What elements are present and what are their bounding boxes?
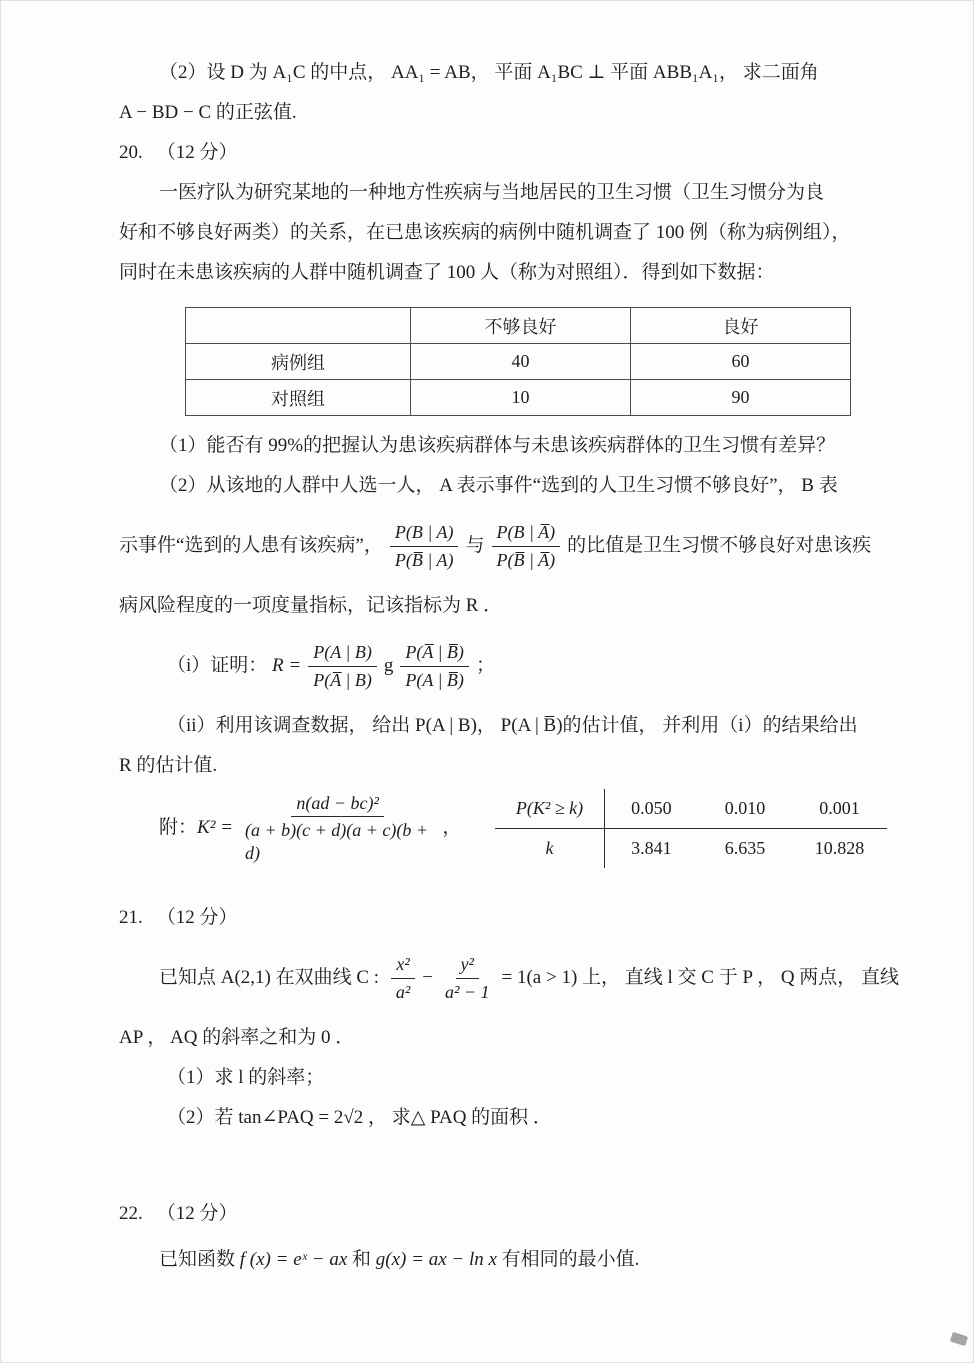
q22-line [119,1240,887,1280]
q21-header [119,898,887,938]
fraction-x-squared-over-a-squared [391,953,415,1003]
appendix-label: 附： [159,817,198,838]
critical-value-table [495,789,887,868]
alpha-value-2: 0.010 [698,789,792,829]
q22-text-1: 已知函数 [159,1249,240,1270]
fraction-numerator: P(B | A) [390,521,459,547]
fraction-denominator: a² [395,981,411,1002]
k-value-2: 6.635 [724,837,766,858]
q20-appendix-row [119,788,887,868]
k-squared-comma: ， [442,817,462,838]
q20-score: （12 分） [156,142,238,163]
q22-fx-formula: f (x) = eˣ − ax [239,1249,348,1270]
fraction-numerator: y² [456,953,479,979]
fraction-pb-given-not-a [492,521,561,571]
q21-line2: AP ， AQ 的斜率之和为 0 ． [119,1027,355,1048]
fraction-numerator: P(A̅ | B̅) [400,641,469,667]
table-row-control-group [186,380,851,416]
control-group-good-value: 90 [631,380,851,416]
table-header-row [186,308,851,344]
q20-part2-line2 [119,510,887,582]
fraction-pa-given-not-b [400,641,469,691]
q22-gx-formula: g(x) = ax − ln x [375,1249,497,1270]
q22-score: （12 分） [156,1203,238,1224]
q20-number: 20. [119,142,143,163]
q21-line1 [119,942,900,1014]
q19-part2-line1: （2）设 D 为 A₁C 的中点， AA₁ = AB， 平面 A₁BC ⊥ 平面 ABB₁A₁， 求二面角 [159,62,819,83]
fraction-denominator: P(A̅ | B) [313,669,372,690]
q20-header [119,133,887,173]
row-label-control-group: 对照组 [186,380,411,416]
multiplication-dot-glyph: g [383,655,394,676]
q20-part1: （1）能否有 99%的把握认为患该疾病群体与未患该疾病群体的卫生习惯有差异？ [159,435,836,456]
q20-item-i-label: （i）证明： [167,655,273,676]
fraction-numerator: x² [391,953,414,979]
q20-item-ii-line2: R 的估计值. [119,755,218,776]
k-label-cell: k [495,828,604,868]
q20-item-i [119,630,887,702]
q20-intro-line3: 同时在未患该疾病的人群中随机调查了 100 人（称为对照组）．得到如下数据： [119,262,775,283]
control-group-bad-value: 10 [411,380,631,416]
q21-score: （12 分） [156,907,238,928]
fraction-numerator: P(A | B) [308,641,377,667]
q21-part1: （1）求 l 的斜率； [167,1067,325,1088]
q20-intro-line1: 一医疗队为研究某地的一种地方性疾病与当地居民的卫生习惯（卫生习惯分为良 [159,182,825,203]
table-row-case-group [186,344,851,380]
case-group-good-value: 60 [631,344,851,380]
q21-part2: （2）若 tan∠PAQ = 2√2 ， 求△ PAQ 的面积 ． [167,1107,552,1128]
q22-text-3: 有相同的最小值. [496,1249,640,1270]
fraction-pb-given-a [390,521,459,571]
q21-line1-pre: 已知点 A(2,1) 在双曲线 C : [159,967,384,988]
fraction-denominator: P(B̅ | A) [394,549,454,570]
q21-line1-mid: = 1(a > 1) 上， 直线 l 交 C 于 P ， Q 两点， 直线 [501,967,900,988]
q20-item-i-lhs: R = [272,655,302,676]
q22-number: 22. [119,1203,143,1224]
row-label-case-group: 病例组 [186,344,411,380]
table-header-bad-habit: 不够良好 [411,308,631,344]
fraction-denominator: a² − 1 [444,981,490,1002]
k-value-1: 3.841 [631,837,672,858]
fraction-denominator: (a + b)(c + d)(a + c)(b + d) [244,820,428,863]
pk2-label-cell: P(K² ≥ k) [495,789,604,829]
q20-part2-line2-pre: 示事件“选到的人患有该疾病”， [119,535,383,556]
alpha-value-1: 0.050 [604,789,698,829]
q22-text-2: 和 [347,1249,376,1270]
table-header-empty-cell [186,308,411,344]
minus-sign: − [422,967,433,988]
q20-part2-line3: 病风险程度的一项度量指标，记该指标为 R ． [119,595,503,616]
critical-value-header-row [495,789,887,829]
k-value-3: 10.828 [814,837,865,858]
alpha-value-3: 0.001 [792,789,887,829]
fraction-denominator: P(A | B̅) [405,669,464,690]
k-squared-lhs: K² = [197,817,233,838]
fraction-numerator: P(B | A̅) [492,521,561,547]
critical-value-row [495,828,887,868]
q21-number: 21. [119,907,143,928]
q20-part2-line2-post: 的比值是卫生习惯不够良好对患该疾 [567,535,872,556]
q20-item-i-end: ； [475,655,495,676]
fraction-pa-given-b [308,641,377,691]
q20-part2-mid: 与 [465,535,485,556]
case-group-bad-value: 40 [411,344,631,380]
q20-intro-line2: 好和不够良好两类）的关系，在已患该疾病的病例中随机调查了 100 例（称为病例组）， [119,222,851,243]
q20-item-ii-line1: （ii）利用该调查数据， 给出 P(A | B)， P(A | B̅)的估计值， 并利用（i）的结果给出 [167,715,858,736]
fraction-denominator: P(B̅ | A̅) [496,549,556,570]
q22-header [119,1194,887,1234]
k-squared-fraction [240,792,435,865]
scan-artifact [950,1332,968,1346]
survey-data-table [185,307,851,416]
q19-part2-line2: A − BD − C 的正弦值. [119,102,297,123]
table-header-good-habit: 良好 [631,308,851,344]
fraction-y-squared-over-a-squared-minus-1 [440,953,495,1003]
fraction-numerator: n(ad − bc)² [291,792,384,818]
q20-part2-line1: （2）从该地的人群中人选一人， A 表示事件“选到的人卫生习惯不够良好”， B 表 [159,475,838,496]
